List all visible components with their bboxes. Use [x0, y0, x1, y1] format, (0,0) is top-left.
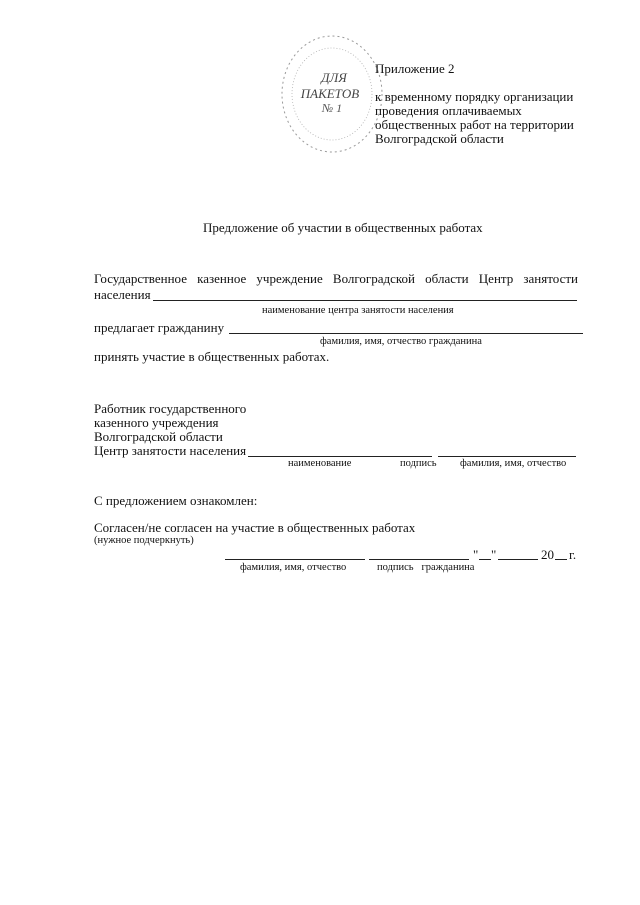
date-month-field[interactable]: [498, 559, 538, 560]
offer-label: предлагает гражданину: [94, 320, 225, 335]
date-quote-open: ": [473, 547, 479, 562]
intro-word: области: [425, 271, 469, 286]
appendix-line: проведения оплачиваемых: [375, 103, 522, 118]
intro-word: учреждение: [256, 271, 323, 286]
center-name-caption: наименование центра занятости населения: [262, 305, 454, 316]
appendix-line: к временному порядку организации: [375, 89, 574, 104]
citizen-name-field[interactable]: [229, 333, 583, 334]
stamp-seal: [272, 28, 388, 158]
intro-word: Государственное: [94, 271, 187, 286]
appendix-block: [375, 62, 574, 146]
stamp-line3: № 1: [321, 101, 343, 115]
page-title: Предложение об участии в общественных работах: [203, 220, 483, 235]
date-quote-close: ": [491, 547, 497, 562]
intro-word: казенное: [197, 271, 247, 286]
worker-signature-name-field[interactable]: [438, 456, 576, 457]
appendix-title: Приложение 2: [375, 61, 455, 76]
appendix-line: Волгоградской области: [375, 131, 504, 146]
date-year-prefix: 20: [541, 547, 554, 562]
worker-line: Работник государственного: [94, 401, 247, 416]
worker-caption-signature: подпись: [400, 458, 437, 469]
worker-center-label: Центр занятости населения: [94, 443, 247, 458]
worker-center-name-field[interactable]: [248, 456, 432, 457]
consent-note: (нужное подчеркнуть): [94, 535, 194, 546]
intro-word: занятости: [523, 271, 578, 286]
consent-fio-field[interactable]: [225, 559, 365, 560]
stamp-line2: ПАКЕТОВ: [300, 86, 360, 101]
intro-word: Центр: [478, 271, 514, 286]
stamp-line1: ДЛЯ: [321, 70, 347, 85]
worker-line: Волгоградской области: [94, 429, 223, 444]
consent-text: Согласен/не согласен на участие в общественных работах: [94, 520, 416, 535]
worker-caption-name: наименование: [288, 458, 352, 469]
date-year-field[interactable]: [555, 559, 567, 560]
center-name-field[interactable]: [153, 300, 577, 301]
consent-caption-signature: подпись гражданина: [377, 562, 475, 573]
date-year-suffix: г.: [569, 547, 577, 562]
intro-word: Волгоградской: [332, 271, 416, 286]
stamp: [272, 28, 388, 158]
acquainted-label: С предложением ознакомлен:: [94, 493, 258, 508]
consent-caption-fio: фамилия, имя, отчество: [240, 562, 347, 573]
consent-signature-field[interactable]: [369, 559, 469, 560]
worker-line: казенного учреждения: [94, 415, 219, 430]
intro-line: [94, 271, 578, 286]
appendix-line: общественных работ на территории: [375, 117, 574, 132]
worker-caption-fio: фамилия, имя, отчество: [460, 458, 567, 469]
citizen-name-caption: фамилия, имя, отчество гражданина: [320, 336, 482, 347]
accept-text: принять участие в общественных работах.: [94, 349, 330, 364]
population-label: населения: [94, 287, 151, 302]
date-day-field[interactable]: [479, 559, 491, 560]
